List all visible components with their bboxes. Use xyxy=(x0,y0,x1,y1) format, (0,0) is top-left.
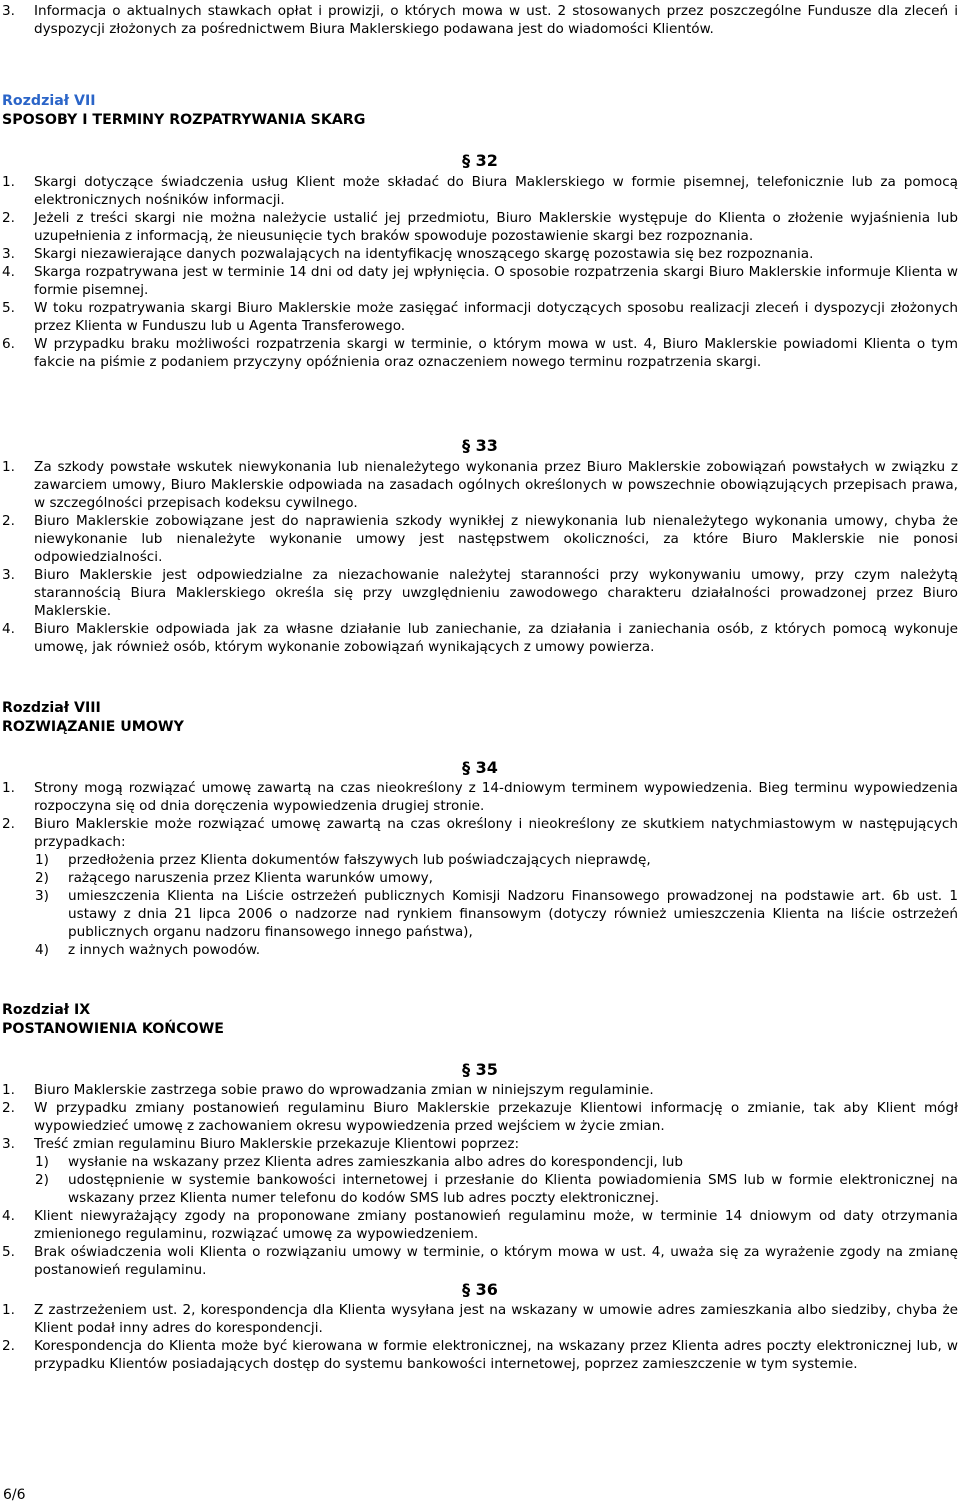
chapter-8-label: Rozdział VIII xyxy=(2,700,101,716)
item-text: Biuro Maklerskie zastrzega sobie prawo do wprowadzania zmian w niniejszym regulaminie. xyxy=(34,1082,654,1098)
sub-list-item xyxy=(0,1171,960,1207)
item-number: 1. xyxy=(2,1302,15,1318)
item-text: rażącego naruszenia przez Klienta warunków umowy, xyxy=(68,870,433,886)
item-text: Z zastrzeżeniem ust. 2, korespondencja dla Klienta wysyłana jest na wskazany w umowie adres zamieszkania albo siedziby, chyba że Klient podał inny adres do korespondencji. xyxy=(34,1302,958,1336)
sub-list-item xyxy=(0,887,960,941)
list-item xyxy=(0,263,960,299)
section-35-list xyxy=(0,1081,960,1279)
item-number: 3. xyxy=(2,3,15,19)
item-text: udostępnienie w systemie bankowości internetowej i przesłanie do Klienta powiadomienia SMS lub w formie elektronicznej na wskazany przez Klienta numer telefonu do kodów SMS lub adres poczty elektronicznej. xyxy=(68,1172,958,1206)
item-text: Informacja o aktualnych stawkach opłat i prowizji, o których mowa w ust. 2 stosowanych przez poszczególne Fundusze dla zleceń i dyspozycji złożonych za pośrednictwem Biura Maklerskiego podawana jest do wiadomości Klientów. xyxy=(34,3,958,37)
item-text: Biuro Maklerskie może rozwiązać umowę zawartą na czas określony i nieokreślony ze skutkiem natychmiastowym w następujących przypadkach: xyxy=(34,816,958,850)
item-number: 1. xyxy=(2,780,15,796)
list-item xyxy=(0,620,960,656)
list-item xyxy=(0,779,960,815)
item-text: W przypadku zmiany postanowień regulaminu Biuro Maklerskie przekazuje Klientowi informację o zmianie, tak aby Klient mógł wypowiedzieć umowę z zachowaniem okresu wypowiedzenia przed wejściem w życie zmian. xyxy=(34,1100,958,1134)
item-text: z innych ważnych powodów. xyxy=(68,942,261,958)
item-text: Skargi niezawierające danych pozwalających na identyfikację wnoszącego skargę pozostawia się bez rozpoznania. xyxy=(34,246,814,262)
item-text: Jeżeli z treści skargi nie można należycie ustalić jej przedmiotu, Biuro Maklerskie występuje do Klienta o złożenie wyjaśnienia lub uzupełnienia z informacją, że nieusunięcie tych braków spowoduje pozostawienie skargi bez rozpoznania. xyxy=(34,210,958,244)
item-number: 2. xyxy=(2,1100,15,1116)
section-36-list xyxy=(0,1301,960,1373)
list-item xyxy=(0,1135,960,1153)
item-number: 2. xyxy=(2,210,15,226)
sub-list-item xyxy=(0,1153,960,1171)
list-item xyxy=(0,1337,960,1373)
item-number: 2) xyxy=(35,1172,49,1188)
item-text: Strony mogą rozwiązać umowę zawartą na czas nieokreślony z 14-dniowym terminem wypowiedzenia. Bieg terminu wypowiedzenia rozpoczyna się od dnia doręczenia wypowiedzenia drugiej stronie. xyxy=(34,780,958,814)
list-item xyxy=(0,458,960,512)
chapter-9-label: Rozdział IX xyxy=(2,1002,91,1018)
sub-list-item xyxy=(0,851,960,869)
list-item xyxy=(0,1207,960,1243)
item-text: Korespondencja do Klienta może być kierowana w formie elektronicznej, na wskazany przez Klienta adres poczty elektronicznej lub, w przypadku Klientów posiadających dostęp do systemu bankowości internetowej, poprzez zamieszczenie w tym systemie. xyxy=(34,1338,958,1372)
top-list xyxy=(0,2,960,38)
section-32-list xyxy=(0,173,960,371)
item-number: 4) xyxy=(35,942,49,958)
item-text: W toku rozpatrywania skargi Biuro Maklerskie może zasięgać informacji dotyczących sposobu realizacji zleceń i dyspozycji złożonych przez Klienta w Funduszu lub u Agenta Transferowego. xyxy=(34,300,958,334)
item-text: Skarga rozpatrywana jest w terminie 14 dni od daty jej wpłynięcia. O sposobie rozpatrzenia skargi Biuro Maklerskie informuje Klienta w formie pisemnej. xyxy=(34,264,958,298)
item-number: 4. xyxy=(2,264,15,280)
list-item xyxy=(0,1301,960,1337)
list-item xyxy=(0,512,960,566)
list-item xyxy=(0,2,960,38)
item-text: Brak oświadczenia woli Klienta o rozwiązaniu umowy w terminie, o którym mowa w ust. 4, uważa się za wyrażenie zgody na zmianę postanowień regulaminu. xyxy=(34,1244,958,1278)
item-number: 2. xyxy=(2,816,15,832)
item-text: wysłanie na wskazany przez Klienta adres zamieszkania albo adres do korespondencji, lub xyxy=(68,1154,684,1170)
item-text: Biuro Maklerskie jest odpowiedzialne za niezachowanie należytej staranności przy wykonywaniu umowy, przy czym należytą starannością Biura Maklerskiego określa się przy uwzględnieniu zawodowego charakteru działalności prowadzonej przez Biuro Maklerskie. xyxy=(34,567,958,619)
list-item xyxy=(0,1099,960,1135)
item-number: 2. xyxy=(2,1338,15,1354)
chapter-8-title: ROZWIĄZANIE UMOWY xyxy=(2,719,184,735)
item-text: Skargi dotyczące świadczenia usług Klient może składać do Biura Maklerskiego w formie pisemnej, telefonicznie lub za pomocą elektronicznych nośników informacji. xyxy=(34,174,958,208)
section-34-list xyxy=(0,779,960,959)
section-33-list xyxy=(0,458,960,656)
item-number: 4. xyxy=(2,1208,15,1224)
list-item xyxy=(0,245,960,263)
item-text: Treść zmian regulaminu Biuro Maklerskie przekazuje Klientowi poprzez: xyxy=(34,1136,520,1152)
chapter-7-label: Rozdział VII xyxy=(2,93,96,109)
item-number: 1. xyxy=(2,1082,15,1098)
item-number: 2. xyxy=(2,513,15,529)
list-item xyxy=(0,299,960,335)
list-item xyxy=(0,1243,960,1279)
list-item xyxy=(0,1081,960,1099)
item-text: umieszczenia Klienta na Liście ostrzeżeń publicznych Komisji Nadzoru Finansowego prowadzonej na podstawie art. 6b ust. 1 ustawy z dnia 21 lipca 2006 o nadzorze nad rynkiem finansowym (dotyczy również umieszczenia Klienta na liście ostrzeżeń publicznych organu nadzoru finansowego innego państwa), xyxy=(68,888,958,940)
item-number: 1) xyxy=(35,1154,49,1170)
item-number: 2) xyxy=(35,870,49,886)
section-32-heading: § 32 xyxy=(462,151,498,170)
item-number: 3. xyxy=(2,1136,15,1152)
list-item xyxy=(0,209,960,245)
item-text: Biuro Maklerskie odpowiada jak za własne działanie lub zaniechanie, za działania i zaniechania osób, z których pomocą wykonuje umowę, jak również osób, którym wykonanie zobowiązań wynikających z umowy powierza. xyxy=(34,621,958,655)
item-number: 6. xyxy=(2,336,15,352)
item-text: Biuro Maklerskie zobowiązane jest do naprawienia szkody wynikłej z niewykonania lub nienależytego wykonania umowy, chyba że niewykonanie lub nienależyte wykonanie umowy jest następstwem okoliczności, za które Biuro Maklerskie nie ponosi odpowiedzialności. xyxy=(34,513,958,565)
chapter-7-title: SPOSOBY I TERMINY ROZPATRYWANIA SKARG xyxy=(2,112,366,128)
list-item xyxy=(0,815,960,851)
item-number: 1. xyxy=(2,174,15,190)
item-number: 3. xyxy=(2,567,15,583)
list-item xyxy=(0,335,960,371)
item-number: 1. xyxy=(2,459,15,475)
item-number: 3. xyxy=(2,246,15,262)
sub-list-item xyxy=(0,869,960,887)
item-number: 5. xyxy=(2,300,15,316)
section-33-heading: § 33 xyxy=(462,436,498,455)
item-number: 4. xyxy=(2,621,15,637)
item-text: Za szkody powstałe wskutek niewykonania lub nienależytego wykonania przez Biuro Maklerskie zobowiązań powstałych w związku z zawarciem umowy, Biuro Maklerskie odpowiada na zasadach ogólnych określonych w powszechnie obowiązujących przepisach prawa, w szczególności przepisach kodeksu cywilnego. xyxy=(34,459,958,511)
page-number: 6/6 xyxy=(3,1487,26,1503)
item-number: 3) xyxy=(35,888,49,904)
section-36-heading: § 36 xyxy=(462,1280,498,1299)
item-number: 5. xyxy=(2,1244,15,1260)
item-number: 1) xyxy=(35,852,49,868)
section-35-heading: § 35 xyxy=(462,1060,498,1079)
item-text: Klient niewyrażający zgody na proponowane zmiany postanowień regulaminu może, w terminie 14 dniowym od daty otrzymania zmienionego regulaminu, rozwiązać umowę za wypowiedzeniem. xyxy=(34,1208,958,1242)
item-text: przedłożenia przez Klienta dokumentów fałszywych lub poświadczających nieprawdę, xyxy=(68,852,651,868)
chapter-9-title: POSTANOWIENIA KOŃCOWE xyxy=(2,1021,224,1037)
item-text: W przypadku braku możliwości rozpatrzenia skargi w terminie, o którym mowa w ust. 4, Biuro Maklerskie powiadomi Klienta o tym fakcie na piśmie z podaniem przyczyny opóźnienia oraz oznaczeniem nowego terminu rozpatrzenia skargi. xyxy=(34,336,958,370)
list-item xyxy=(0,566,960,620)
sub-list-item xyxy=(0,941,960,959)
list-item xyxy=(0,173,960,209)
section-34-heading: § 34 xyxy=(462,758,498,777)
